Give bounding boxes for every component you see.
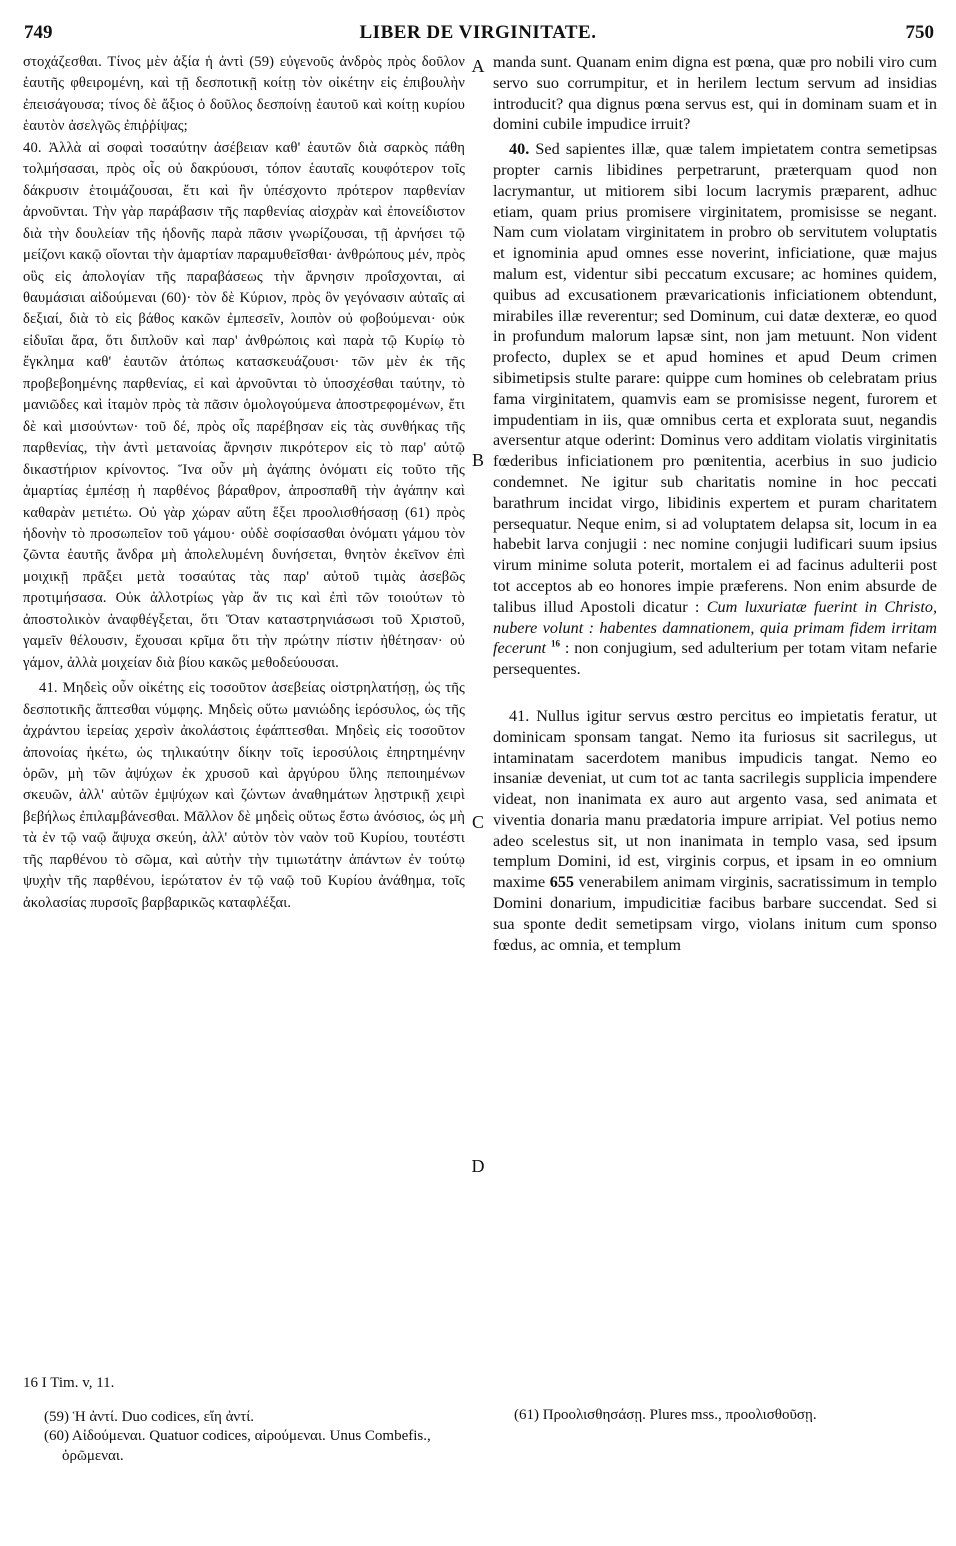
- greek-paragraph-41: 41. Μηδεὶς οὖν οἰκέτης εἰς τοσοῦτον ἀσεβείας οἰστρηλατήσῃ, ὡς τῆς δεσποτικῆς ἅπτεσθαι νύμφης. Μηδεὶς οὕτω μανιώδης ἱερόσυλος, ὡς τῆς ἀχράντου ἱερείας χερσὶν ἀκολάστοις ἐφάπτεσθαι. Μηδεὶς εἰς τοσοῦτον ἀπονοίας ἡκέτω, ὡς τηλικαύτην δίκην τοῖς ἱεροσύλοις ἐπηρτημένην ὁρῶν, μὴ τῶν ἀψύχων ἐκ χρυσοῦ καὶ ἀργύρου ὕλης πεποιημένων σκευῶν, ἀλλ' αὐτῶν ἐμψύχων καὶ ζώντων ἀναθημάτων λῃστρικῇ χειρὶ βεβήλως ἐπιλαμβάνεσθαι. Μᾶλλον δὲ μηδεὶς οὕτως ἔστω ἀνόσιος, ὡς μὴ τὰ ἐν τῷ ναῷ ἄψυχα σκεύη, ἀλλ' αὐτὸν τὸν ναὸν τοῦ Κυρίου, τουτέστι τῆς παρθένου τὸ σῶμα, καὶ αὐτὴν τὴν τιμιωτάτην ἁπάντων ἐν τούτῳ ψυχὴν τῆς παρθένου, ἱερώτατον ἐν τῷ ναῷ τοῦ Κυρίου ἀνάθημα, τοῖς ἀκολασίας πυρσοῖς βαρβαρικῶς καταφλέξαι.: [23, 680, 465, 911]
- greek-column: [23, 52, 465, 914]
- footnote-59: (59) Ἡ ἀντί. Duo codices, εἴη ἀντί.: [44, 1408, 255, 1425]
- marker-c: C: [471, 812, 484, 832]
- section-number-40: 40.: [509, 140, 530, 159]
- running-header: [0, 18, 956, 48]
- footnotes-right: [514, 1406, 934, 1426]
- greek-paragraph-1: στοχάζεσθαι. Τίνος μὲν ἀξία ἡ ἀντὶ (59) εὐγενοῦς ἀνδρὸς πρὸς δοῦλον ἑαυτῆς φθειρομένη, καὶ τῇ δεσποτικῇ κοίτῃ τὸν οἰκέτην εἰς ἐπιβουλὴν ἐπεισάγουσα; τίνος δὲ ἄξιος ὁ δοῦλος δεσποίνῃ ἑαυτοῦ καὶ κοίτῃ κυρίου ἑαυτὸν ἀσελγῶς ἐπιῤῥίψας;: [23, 54, 465, 135]
- page-number-left: 749: [24, 22, 53, 43]
- footnote-60: (60) Αἰδούμεναι. Quatuor codices, αἱρούμεναι. Unus Combefis., ὁρῶμεναι.: [44, 1428, 431, 1464]
- latin-paragraph-40-end: : non conjugium, sed adulterium per totam vitam nefarie persequentes.: [493, 639, 938, 679]
- footnote-16: 16 I Tim. v, 11.: [23, 1375, 115, 1391]
- marker-a: A: [471, 56, 485, 76]
- marker-b: B: [471, 450, 484, 470]
- latin-paragraph-41-end: venerabilem animam virginis, sacratissimum in templo Domini donarium, impudicitiæ facibus barbare succendat. Sed si sua sponte dedit semetipsam virgo, violans initum cum sponso fœdus, ac omnia, et templum: [493, 873, 937, 954]
- latin-paragraph-40-text: Sed sapientes illæ, quæ talem impietatem contra semetipsas propter carnis libidines perpetrarunt, præterquam quod non lacrymantur, ut mitiorem sibi locum lacrymis præparent, adhuc etiam, quam prius promisere virginitatem, promisisse se negant. Nam cum violatam virginitatem in probro ob servitutem voluptatis et ignominia apud omnes esse noverint, inficiatione, quæ majus malum est, videntur sibi peccatum excusare; ac homines quidem, quibus ad excusationem prævaricationis inficiationem obtendunt, mirabiles illæ reverentur; sed Dominum, cui datæ dexteræ, eo quod in profundum malorum lapsæ sint, non jam metuunt. Non vident profecto, duplex se et apud homines et apud Deum crimen sibimetipsis stulte parare: quippe cum homines ob celebratam prius fama virginitatem, quamvis eam se promisisse negent, furorem et impudentiam in iis, quæ omnibus certa et explorata suut, negandis aversentur atque oderint: Dominus vero additam violatis virginitatis fœderibus inficiationem pro pœnitentia, acerbius in suo judicio condemnet. Ne igitur sub charitatis nomine in hoc peccati barathrum incidat virgo, libidinis expertem et puram charitatem persequatur. Neque enim, si ad voluptatem delapsa sit, locum in ea habebit larva conjugii : nec nomine conjugii ludificari suum ipsius virum minime soluta poterit, mortalem ei ad facinus adulterii post tot acceptos ab eo honores impie præferens. Non enim absurde de talibus illud Apostoli dicatur :: [493, 140, 937, 616]
- greek-paragraph-40: 40. Ἀλλὰ αἱ σοφαὶ τοσαύτην ἀσέβειαν καθ' ἑαυτῶν διὰ σαρκὸς πάθη τολμήσασαι, πρὸς οἷς οὐ δακρύουσι, τόπον ἑαυταῖς κουφότερον τοῖς δάκρυσιν ἑτοιμάζουσαι, ἔτι καὶ ἣν ὑπέσχοντο πρότερον παρθενίαν ἀρνοῦνται. Τὴν γὰρ παράβασιν τῆς παρθενίας αἰσχρὰν καὶ ἐπονείδιστον διὰ τὴν δουλείαν τῆς ἡδονῆς παρὰ πᾶσιν γνωρίζουσαι, τῇ ἀρνήσει τῷ μείζονι κακῷ οἴονται τὴν ἁμαρτίαν παραμυθεῖσθαι· ἀνθρώπους μέν, πρὸς οὓς εἰς ἀπολογίαν τῆς παραβάσεως τὴν ἄρνησιν προΐσχονται, αἱ θαυμάσιαι αἰδούμεναι (60)· τὸν δὲ Κύριον, πρὸς ὃν γεγόνασιν αὐταῖς αἱ δεξιαί, διὰ τὸ εἰς βάθος κακῶν ἐμπεσεῖν, λοιπὸν οὐ φοβούμεναι· οὐκ εἰδυῖαι ἄρα, ὅτι διπλοῦν καὶ παρ' ἀνθρώποις καὶ παρὰ τῷ Κυρίῳ τὸ ἔγκλημα καθ' ἑαυτῶν ἀτόπως κατασκευάζουσι· τῶν μὲν ἐκ τῆς προβεβοημένης παρθενίας, εἰ καὶ ἀρνοῦνται τὸ ὑποσχέσθαι ταύτην, τὸ μανιῶδες καὶ ἰταμὸν πρὸς τὰ πᾶσιν ὁμολογούμενα ἀποστρεφομένων, ἔτι δὲ καὶ μισούντων· τοῦ δέ, πρὸς οἷς παρέβησαν εἰς τὰς συνθήκας τῆς παρθενίας, τὴν ἀντὶ μετανοίας ἄρνησιν πικρότερον εἰς τὸ παρ' αὐτῷ δικαστήριον κρίνοντος. Ἵνα οὖν μὴ ἀγάπης ὀνόματι εἰς τοῦτο τῆς ἁμαρτίας ἐμπέσῃ ἡ παρθένος βάραθρον, ἀπροσπαθῆ τὴν ἀγάπην καὶ καθαρὰν μετιέτω. Οὐ γὰρ χώραν αὕτη ἕξει προολισθήσασῃ (61) πρὸς ἡδονὴν τὸ προσωπεῖον τοῦ γάμου· οὐδὲ σοφίσασθαι ὀνόματι γάμου τὸν ζῶντα ἑαυτῆς ἄνδρα μὴ ἀπολελυμένη δυνήσεται, θνητὸν ἐκεῖνον ἐπὶ μοιχικῇ πρᾶξει μετὰ τοσαύτας τὰς παρ' αὐτοῦ τιμὰς ἀσεβῶς προτιμήσασα. Οὐκ ἀλλοτρίως γὰρ ἄν τις καὶ ἐπὶ τῶν τοιούτων τὸ ἀποστολικὸν ἀναφθέγξεται, ὅτι Ὅταν καταστρηνιάσωσι τοῦ Χριστοῦ, γαμεῖν θέλουσιν, ἔχουσαι κρῖμα ὅτι τὴν πρώτην πίστιν ἠθέτησαν· οὐ γάμον, ἀλλὰ μοιχείαν διὰ βίου κακῶς μεθοδεύουσαι.: [23, 139, 465, 671]
- marker-d: D: [471, 1156, 485, 1176]
- section-markers: [466, 52, 490, 1452]
- latin-paragraph-41-text: Nullus igitur servus œstro percitus eo impietatis feratur, ut dominicam sponsam tangat. Nemo ita furiosus sit sacrilegus, ut intaminatam sacerdotem manibus impudicis tangat. Nemo eo insaniæ deveniat, ut cum tot ac tanta sacrilegis supplicia impendere videat, non inanimata ex auro aut argento vasa, sed animata et viventia donaria manu prædatoria impure arripiat. Vel potius nemo adeo scelestus sit, ut non inanimata in templo vasa, sed ipsum templum Domini, id est, virginis corpus, et ipsam in eo omnium maxime: [493, 706, 937, 892]
- section-number-41: 41.: [509, 706, 530, 725]
- latin-paragraph-41: [493, 706, 937, 956]
- footnote-61: (61) Προολισθησάσῃ. Plures mss., προολισθοῦσῃ.: [514, 1407, 817, 1423]
- footnotes-left: [23, 1374, 474, 1466]
- footnote-ref-16[interactable]: 16: [550, 638, 560, 649]
- page-number-right: 750: [905, 22, 934, 43]
- apostle-quotation: Cum luxuriatæ fuerint in Christo, nubere volunt : habentes damnationem, quia primam fidem irritam fecerunt: [493, 597, 937, 658]
- running-title: LIBER DE VIRGINITATE.: [359, 22, 597, 43]
- column-number-655: 655: [549, 873, 575, 892]
- latin-paragraph-1: manda sunt. Quanam enim digna est pœna, quæ pro nobili viro cum servo suo corrumpitur, et in herilem lectum servum ad insidias introducit? qua dignus pœna servus est, qui in dominam suam et in domini cubile impudice irruit?: [493, 53, 937, 134]
- latin-paragraph-40: [493, 139, 937, 680]
- latin-column: [493, 52, 937, 955]
